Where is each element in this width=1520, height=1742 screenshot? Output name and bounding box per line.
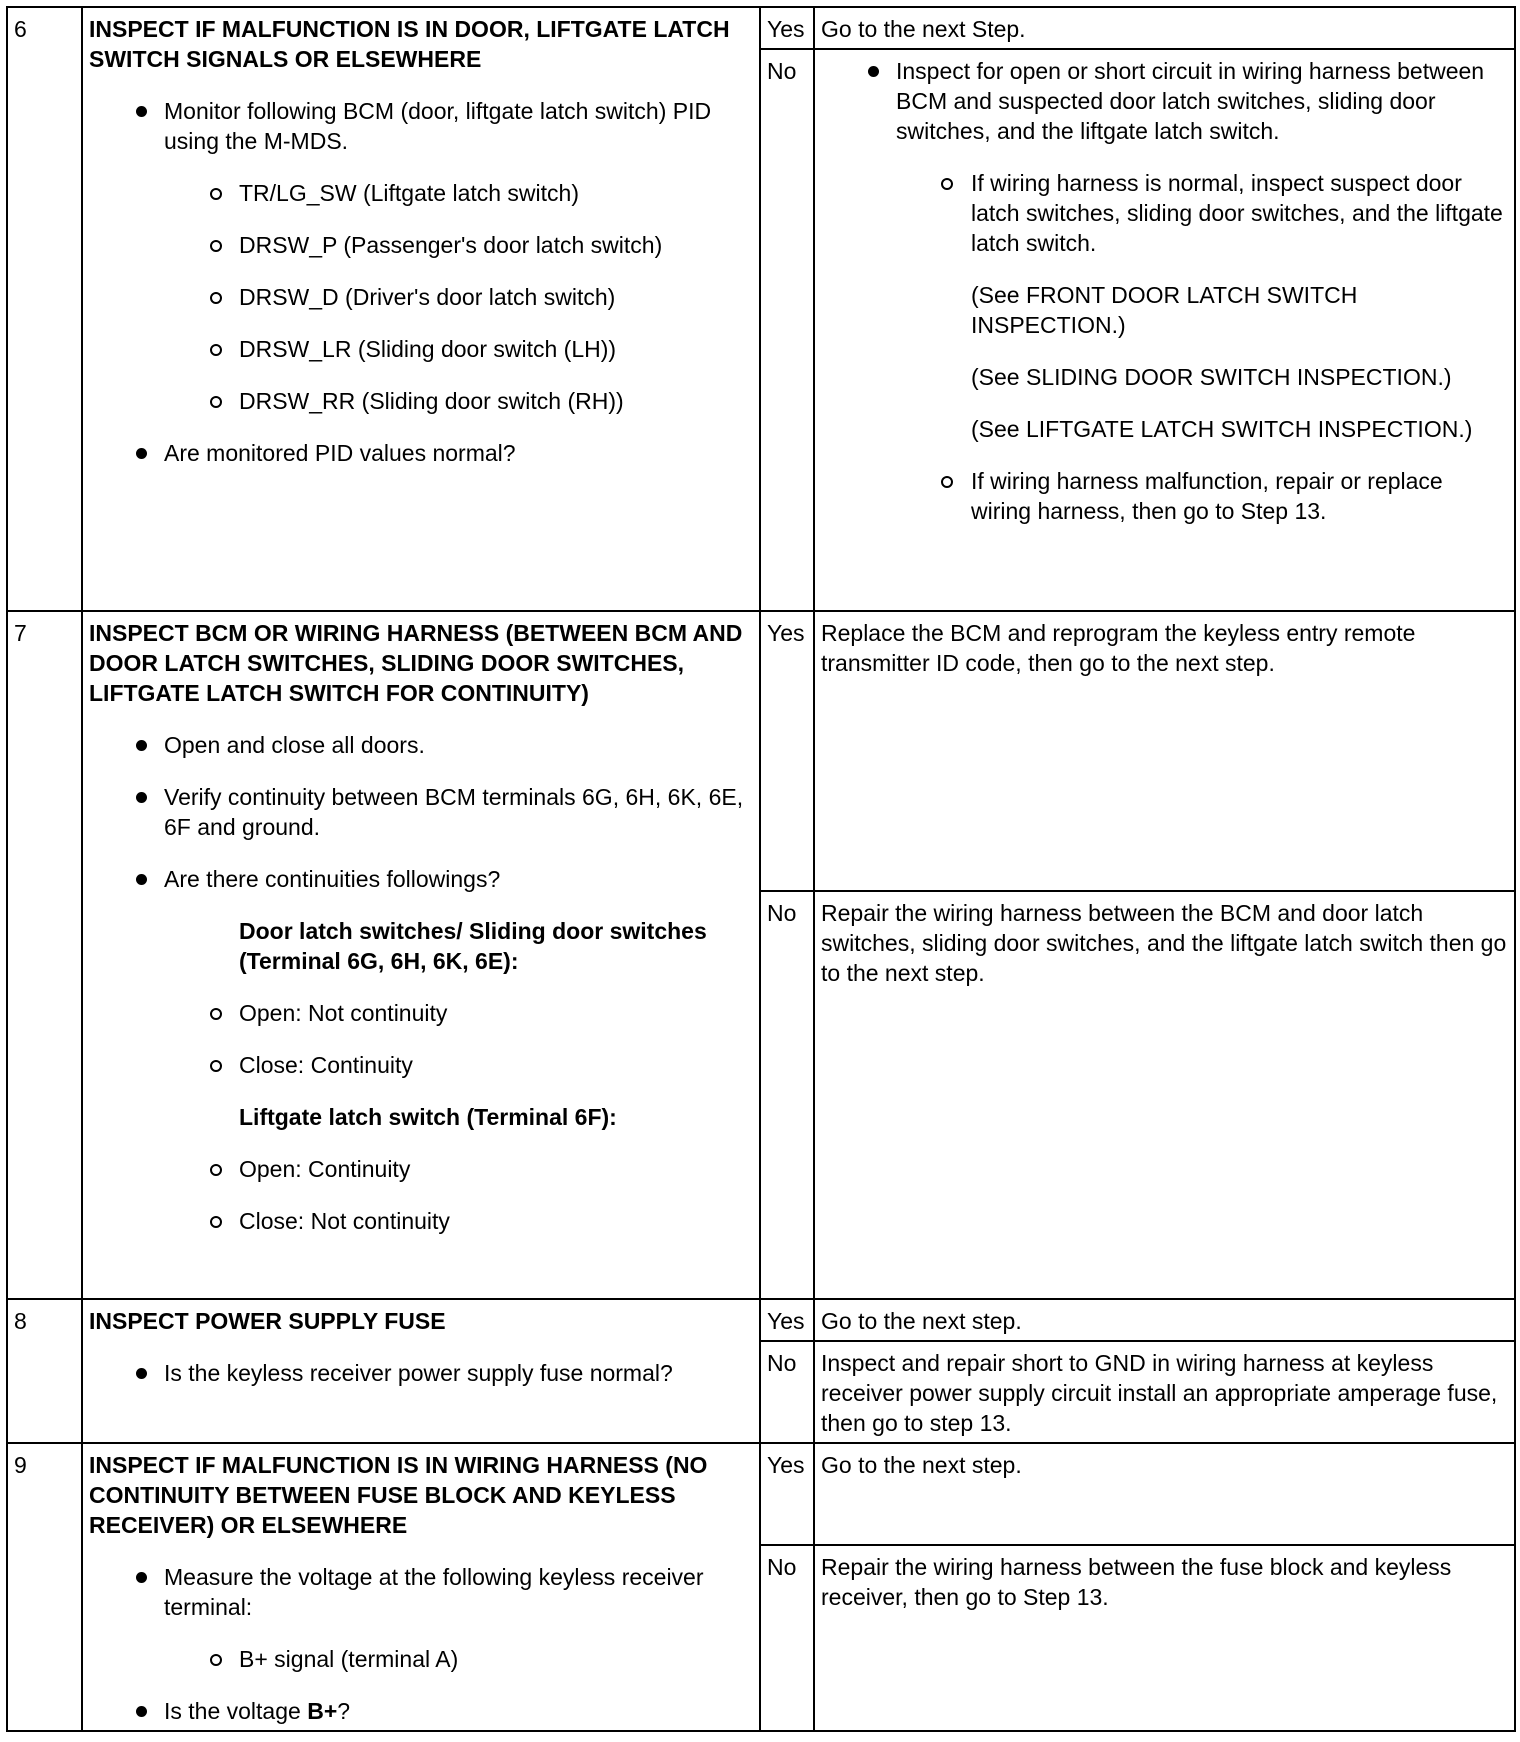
step-6-number: 6 xyxy=(7,7,82,611)
step-7-liftgate-open: Open: Continuity xyxy=(89,1154,753,1184)
step-6-pid-driver: DRSW_D (Driver's door latch switch) xyxy=(89,282,753,312)
step-7-number: 7 xyxy=(7,611,82,1299)
step-7-door-heading: Door latch switches/ Sliding door switches (Terminal 6G, 6H, 6K, 6E): xyxy=(239,918,707,974)
step-9-question-prefix: Is the voltage xyxy=(164,1698,308,1724)
step-8-yes-label: Yes xyxy=(760,1299,814,1341)
step-7-procedure xyxy=(82,611,760,1299)
step-7-yes-action: Replace the BCM and reprogram the keyless entry remote transmitter ID code, then go to the next step. xyxy=(814,611,1515,891)
step-7-door-close: Close: Continuity xyxy=(89,1050,753,1080)
step-6-no-label: No xyxy=(760,49,814,611)
step-6-title: INSPECT IF MALFUNCTION IS IN DOOR, LIFTGATE LATCH SWITCH SIGNALS OR ELSEWHERE xyxy=(89,16,730,72)
step-9-yes-action: Go to the next step. xyxy=(814,1443,1515,1545)
step-6-pid-passenger: DRSW_P (Passenger's door latch switch) xyxy=(89,230,753,260)
step-9-signal: B+ signal (terminal A) xyxy=(89,1644,753,1674)
step-9-yes-row xyxy=(7,1443,1515,1545)
step-9-no-action: Repair the wiring harness between the fuse block and keyless receiver, then go to Step 13. xyxy=(814,1545,1515,1731)
step-9-question-suffix: ? xyxy=(337,1698,351,1724)
step-6-pid-sliding-rh: DRSW_RR (Sliding door switch (RH)) xyxy=(89,386,753,416)
step-8-number: 8 xyxy=(7,1299,82,1443)
step-8-bullet-question: Is the keyless receiver power supply fuse normal? xyxy=(89,1358,753,1388)
step-7-no-action: Repair the wiring harness between the BCM and door latch switches, sliding door switches, and the liftgate latch switch then go to the next step. xyxy=(814,891,1515,1299)
step-9-no-label: No xyxy=(760,1545,814,1731)
step-6-pid-liftgate: TR/LG_SW (Liftgate latch switch) xyxy=(89,178,753,208)
step-7-liftgate-heading: Liftgate latch switch (Terminal 6F): xyxy=(239,1104,617,1130)
step-6-no-sub-normal: If wiring harness is normal, inspect suspect door latch switches, sliding door switches, and the liftgate latch switch. xyxy=(821,168,1508,258)
step-8-yes-row xyxy=(7,1299,1515,1341)
diagnostic-page xyxy=(6,6,1514,1736)
step-8-no-action: Inspect and repair short to GND in wiring harness at keyless receiver power supply circuit install an appropriate amperage fuse, then go to step 13. xyxy=(814,1341,1515,1443)
step-6-no-bullet: Inspect for open or short circuit in wiring harness between BCM and suspected door latch switches, sliding door switches, and the liftgate latch switch. xyxy=(821,56,1508,146)
step-9-bullet-question xyxy=(89,1696,753,1726)
step-7-yes-label: Yes xyxy=(760,611,814,891)
step-9-number: 9 xyxy=(7,1443,82,1731)
step-8-no-label: No xyxy=(760,1341,814,1443)
step-7-title: INSPECT BCM OR WIRING HARNESS (BETWEEN BCM AND DOOR LATCH SWITCHES, SLIDING DOOR SWITCHES, LIFTGATE LATCH SWITCH FOR CONTINUITY) xyxy=(89,620,743,706)
step-6-bullet-question: Are monitored PID values normal? xyxy=(89,438,753,468)
step-6-pid-sliding-lh: DRSW_LR (Sliding door switch (LH)) xyxy=(89,334,753,364)
step-7-bullet-open-close: Open and close all doors. xyxy=(89,730,753,760)
step-7-bullet-question: Are there continuities followings? xyxy=(89,864,753,894)
step-7-yes-row xyxy=(7,611,1515,891)
step-7-no-label: No xyxy=(760,891,814,1299)
step-9-title: INSPECT IF MALFUNCTION IS IN WIRING HARNESS (NO CONTINUITY BETWEEN FUSE BLOCK AND KEYLESS RECEIVER) OR ELSEWHERE xyxy=(89,1452,708,1538)
step-6-no-action-cell xyxy=(814,49,1515,611)
step-6-see-sliding-door: (See SLIDING DOOR SWITCH INSPECTION.) xyxy=(971,364,1452,390)
step-9-bullet-measure: Measure the voltage at the following keyless receiver terminal: xyxy=(89,1562,753,1622)
step-7-door-open: Open: Not continuity xyxy=(89,998,753,1028)
step-7-bullet-verify: Verify continuity between BCM terminals 6G, 6H, 6K, 6E, 6F and ground. xyxy=(89,782,753,842)
step-6-bullet-monitor: Monitor following BCM (door, liftgate latch switch) PID using the M-MDS. xyxy=(89,96,753,156)
step-9-yes-label: Yes xyxy=(760,1443,814,1545)
step-9-question-bold: B+ xyxy=(307,1698,338,1724)
step-7-liftgate-close: Close: Not continuity xyxy=(89,1206,753,1236)
step-6-see-front-door: (See FRONT DOOR LATCH SWITCH INSPECTION.) xyxy=(971,282,1358,338)
step-6-yes-label: Yes xyxy=(760,7,814,49)
step-8-yes-action: Go to the next step. xyxy=(814,1299,1515,1341)
step-6-see-liftgate: (See LIFTGATE LATCH SWITCH INSPECTION.) xyxy=(971,416,1473,442)
step-6-no-sub-malfunction: If wiring harness malfunction, repair or replace wiring harness, then go to Step 13. xyxy=(821,466,1508,526)
step-6-yes-action: Go to the next Step. xyxy=(814,7,1515,49)
diagnostic-procedure-table xyxy=(6,6,1516,1732)
step-8-procedure xyxy=(82,1299,760,1443)
step-9-procedure xyxy=(82,1443,760,1731)
step-6-yes-row xyxy=(7,7,1515,49)
step-6-procedure xyxy=(82,7,760,611)
step-8-title: INSPECT POWER SUPPLY FUSE xyxy=(89,1308,446,1334)
